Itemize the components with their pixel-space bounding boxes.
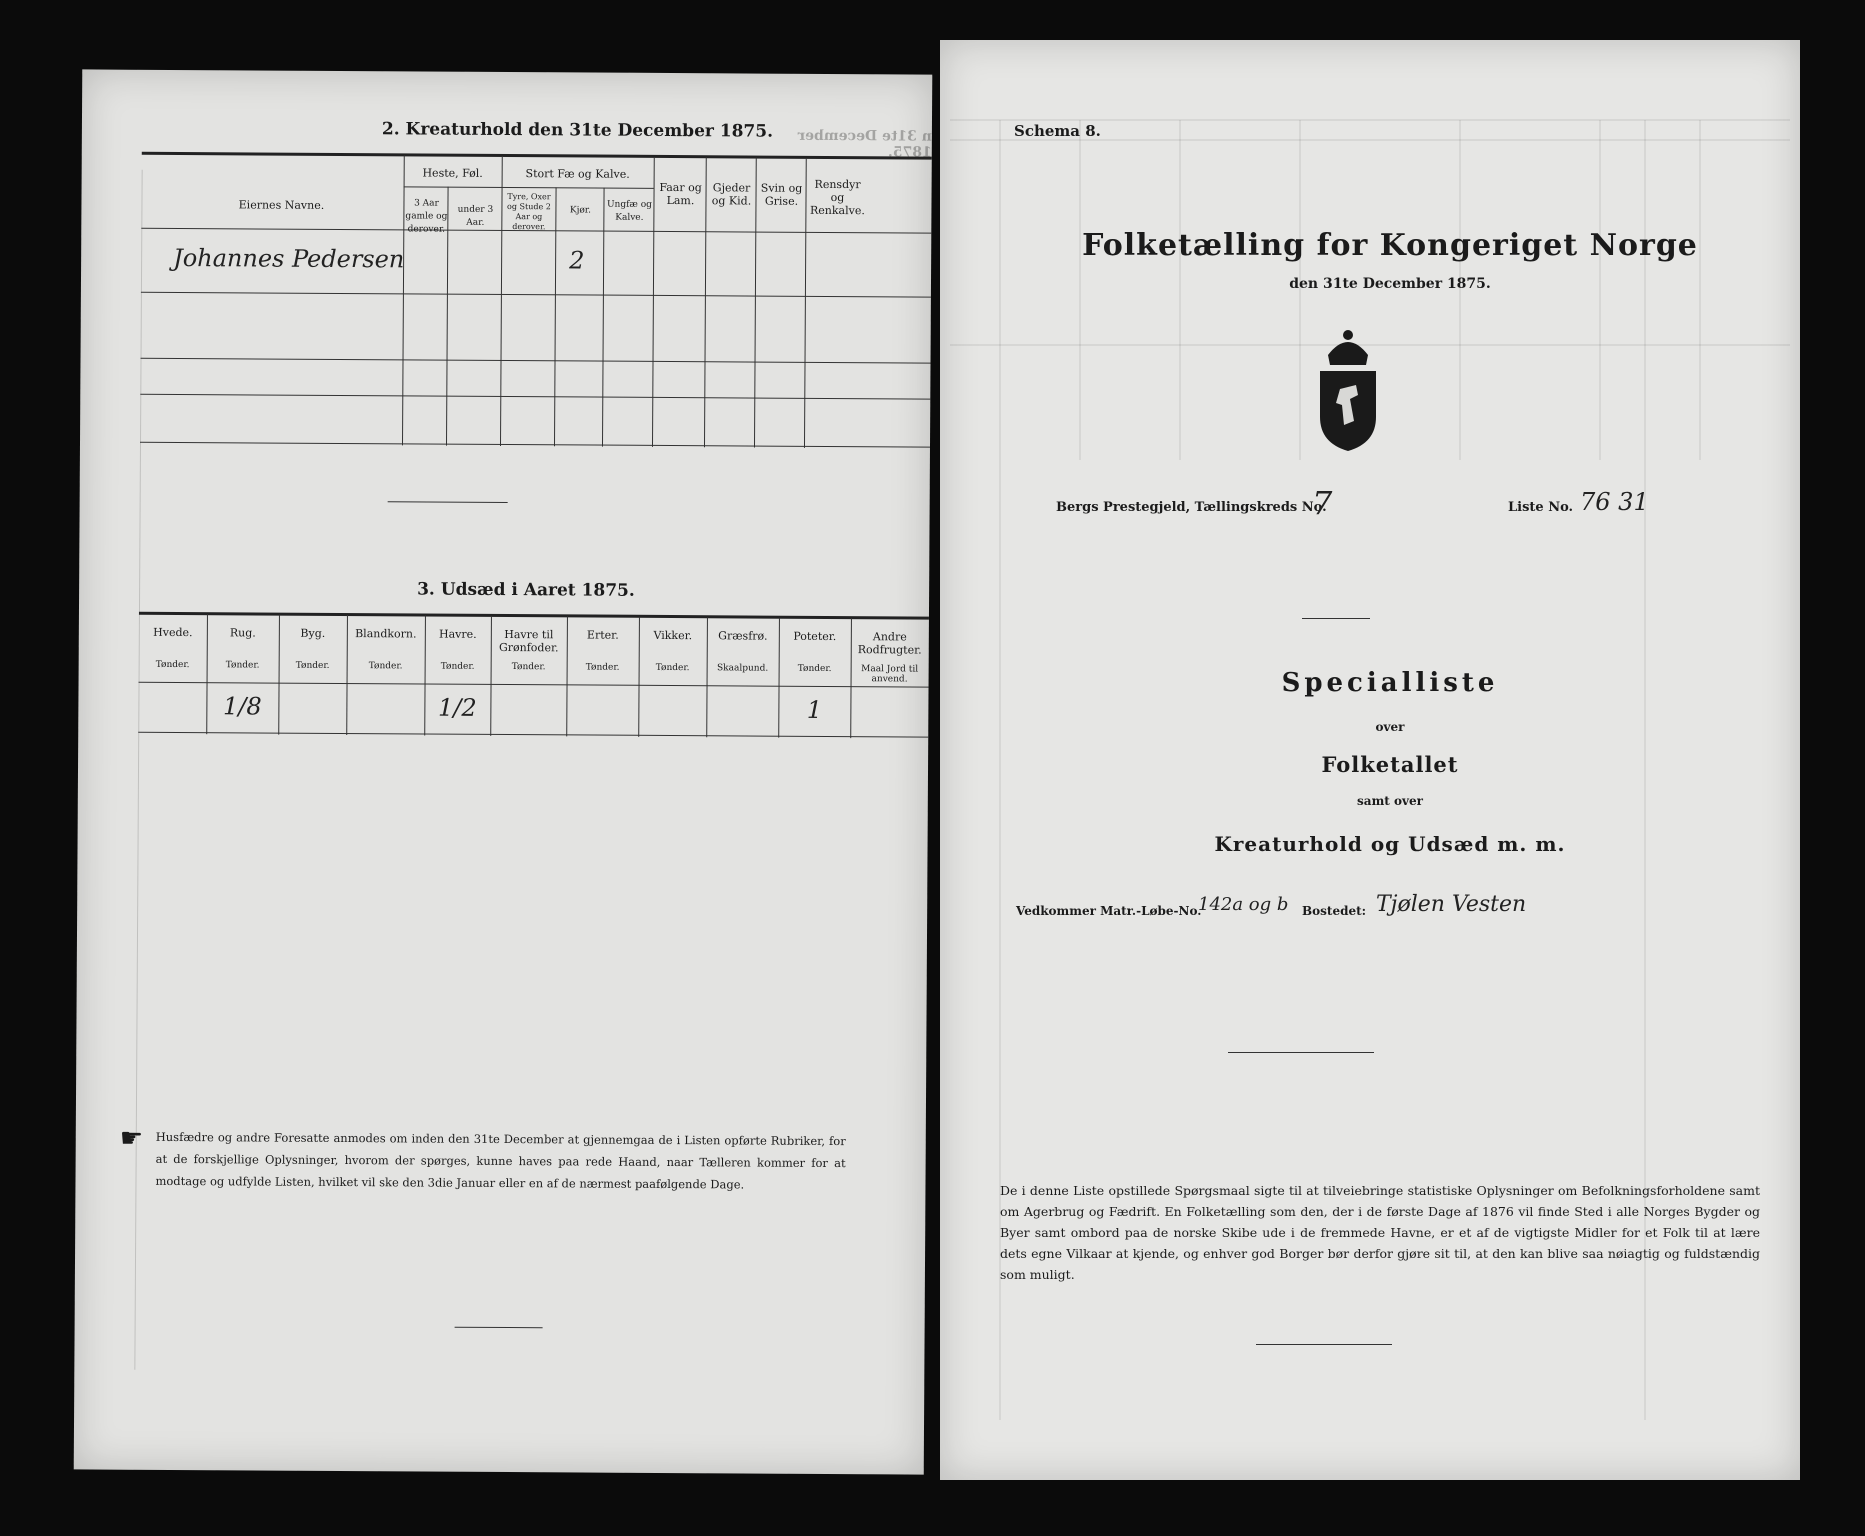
udsaed-header: Vikker. — [653, 628, 693, 643]
matr-label: Vedkommer Matr.-Løbe-No. — [1016, 904, 1202, 918]
bosted-label: Bostedet: — [1302, 904, 1367, 918]
prestegjeld-label: Bergs Prestegjeld, Tællingskreds No. — [1056, 500, 1327, 515]
udsaed-header: Havre. — [438, 627, 477, 641]
specialliste-heading: Specialliste — [1281, 668, 1499, 698]
udsaed-header: Erter. — [586, 628, 619, 642]
udsaed-unit: Tønder. — [797, 663, 832, 675]
header-svin: Svin og Grise. — [760, 181, 803, 208]
udsaed-unit: Skaalpund. — [716, 663, 769, 674]
over-text-1: over — [1375, 720, 1405, 734]
liste-number: 76 31 — [1580, 488, 1649, 516]
udsaed-header: Poteter. — [793, 629, 837, 644]
kreds-number: 7 — [1312, 484, 1333, 522]
header-heste: Heste, Føl. — [422, 166, 483, 180]
header-heste-a: 3 Aar gamle og derover. — [405, 198, 448, 235]
udsaed-header: Andre Rodfrugter. — [857, 630, 922, 657]
divider-5 — [1256, 1344, 1392, 1345]
divider-3 — [1302, 618, 1370, 619]
udsaed-unit: Tønder. — [155, 659, 190, 671]
udsaed-unit: Tønder. — [585, 662, 620, 673]
udsaed-header: Byg. — [300, 626, 326, 640]
schema-label: Schema 8. — [1014, 122, 1101, 140]
bosted-value: Tjølen Vesten — [1376, 892, 1527, 917]
kreaturhold-heading: Kreaturhold og Udsæd m. m. — [1214, 832, 1566, 856]
header-stort: Stort Fæ og Kalve. — [525, 167, 630, 181]
header-faar: Faar og Lam. — [659, 180, 702, 208]
udsaed-unit: Tønder. — [440, 661, 475, 672]
census-date: den 31te December 1875. — [1289, 276, 1491, 292]
kreatur-title: 2. Kreaturhold den 31te December 1875. — [381, 119, 774, 142]
divider-2 — [455, 1327, 543, 1329]
udsaed-header: Blandkorn. — [355, 627, 417, 641]
header-gjeder: Gjeder og Kid. — [711, 181, 752, 208]
samt-over-text: samt over — [1357, 794, 1423, 808]
matr-number: 142a og b — [1198, 894, 1289, 915]
header-stort-c: Ungfæ og Kalve. — [606, 199, 652, 223]
udsaed-header: Havre til Grønfoder. — [498, 628, 559, 655]
header-stort-b: Kjør. — [569, 205, 592, 216]
divider-4 — [1228, 1052, 1374, 1053]
udsaed-value: 1 — [806, 695, 823, 724]
folketallet-heading: Folketallet — [1321, 752, 1459, 777]
udsaed-header: Hvede. — [153, 625, 193, 640]
liste-label: Liste No. — [1508, 500, 1574, 515]
owner-name: Johannes Pedersen — [173, 243, 405, 274]
udsaed-unit: Maal Jord til anvend. — [861, 664, 919, 685]
header-rensdyr: Rensdyr og Renkalve. — [809, 177, 865, 218]
header-stort-a: Tyre, Oxer og Stude 2 Aar og derover. — [507, 192, 551, 232]
udsaed-unit: Tønder. — [368, 661, 403, 672]
header-heste-b: under 3 Aar. — [457, 204, 494, 228]
header-owner: Eiernes Navne. — [238, 198, 325, 212]
right-page — [940, 40, 1800, 1480]
pointing-hand-icon: ☛ — [119, 1123, 144, 1154]
udsaed-unit: Tønder. — [655, 662, 690, 674]
udsaed-header: Græsfrø. — [718, 629, 768, 643]
udsaed-header: Rug. — [229, 626, 256, 640]
left-edge-bleedthrough — [74, 169, 142, 1369]
udsaed-unit: Tønder. — [295, 660, 330, 671]
udsaed-unit: Tønder. — [511, 662, 546, 673]
udsaed-value: 1/8 — [222, 692, 262, 721]
kjor-value: 2 — [569, 246, 585, 275]
footer-text: De i denne Liste opstillede Spørgsmaal sigte til at tilveiebringe statistiske Oplysninger om Befolkningsforholdene samt om Agerbrug og Fædrift. En Folketælling som den, der i de første Dage af 1876 vil finde Sted i alle Norges Bygder og Byer samt ombord paa de norske Skibe ude i de fremmede Havne, er et af de vigtigste Midler for et Folk til at lære dets egne Vilkaar at kjende, og enhver god Borger bør derfor gjøre sit til, at den kan blive saa nøiagtig og fuldstændig som muligt. — [1000, 1183, 1760, 1282]
left-page — [74, 69, 933, 1474]
udsaed-title: 3. Udsæd i Aaret 1875. — [417, 579, 635, 601]
udsaed-unit: Tønder. — [225, 660, 260, 671]
coat-of-arms-icon — [1300, 325, 1396, 455]
ghost-title: n 31te December 1875. — [797, 127, 932, 161]
census-title: Folketælling for Kongeriget Norge — [1082, 228, 1698, 263]
udsaed-value: 1/2 — [437, 693, 477, 722]
notice-text: Husfædre og andre Foresatte anmodes om inden den 31te December at gjennemgaa de i Listen opførte Rubriker, for at de forskjellige Oplysninger, hvorom der spørges, kunne haves paa rede Haand, naar Tælleren kommer for at modtage og udfylde Listen, hvilket vil ske den 3die Januar eller en af de nærmest paafølgende Dage. — [155, 1129, 846, 1192]
divider-1 — [388, 501, 508, 503]
